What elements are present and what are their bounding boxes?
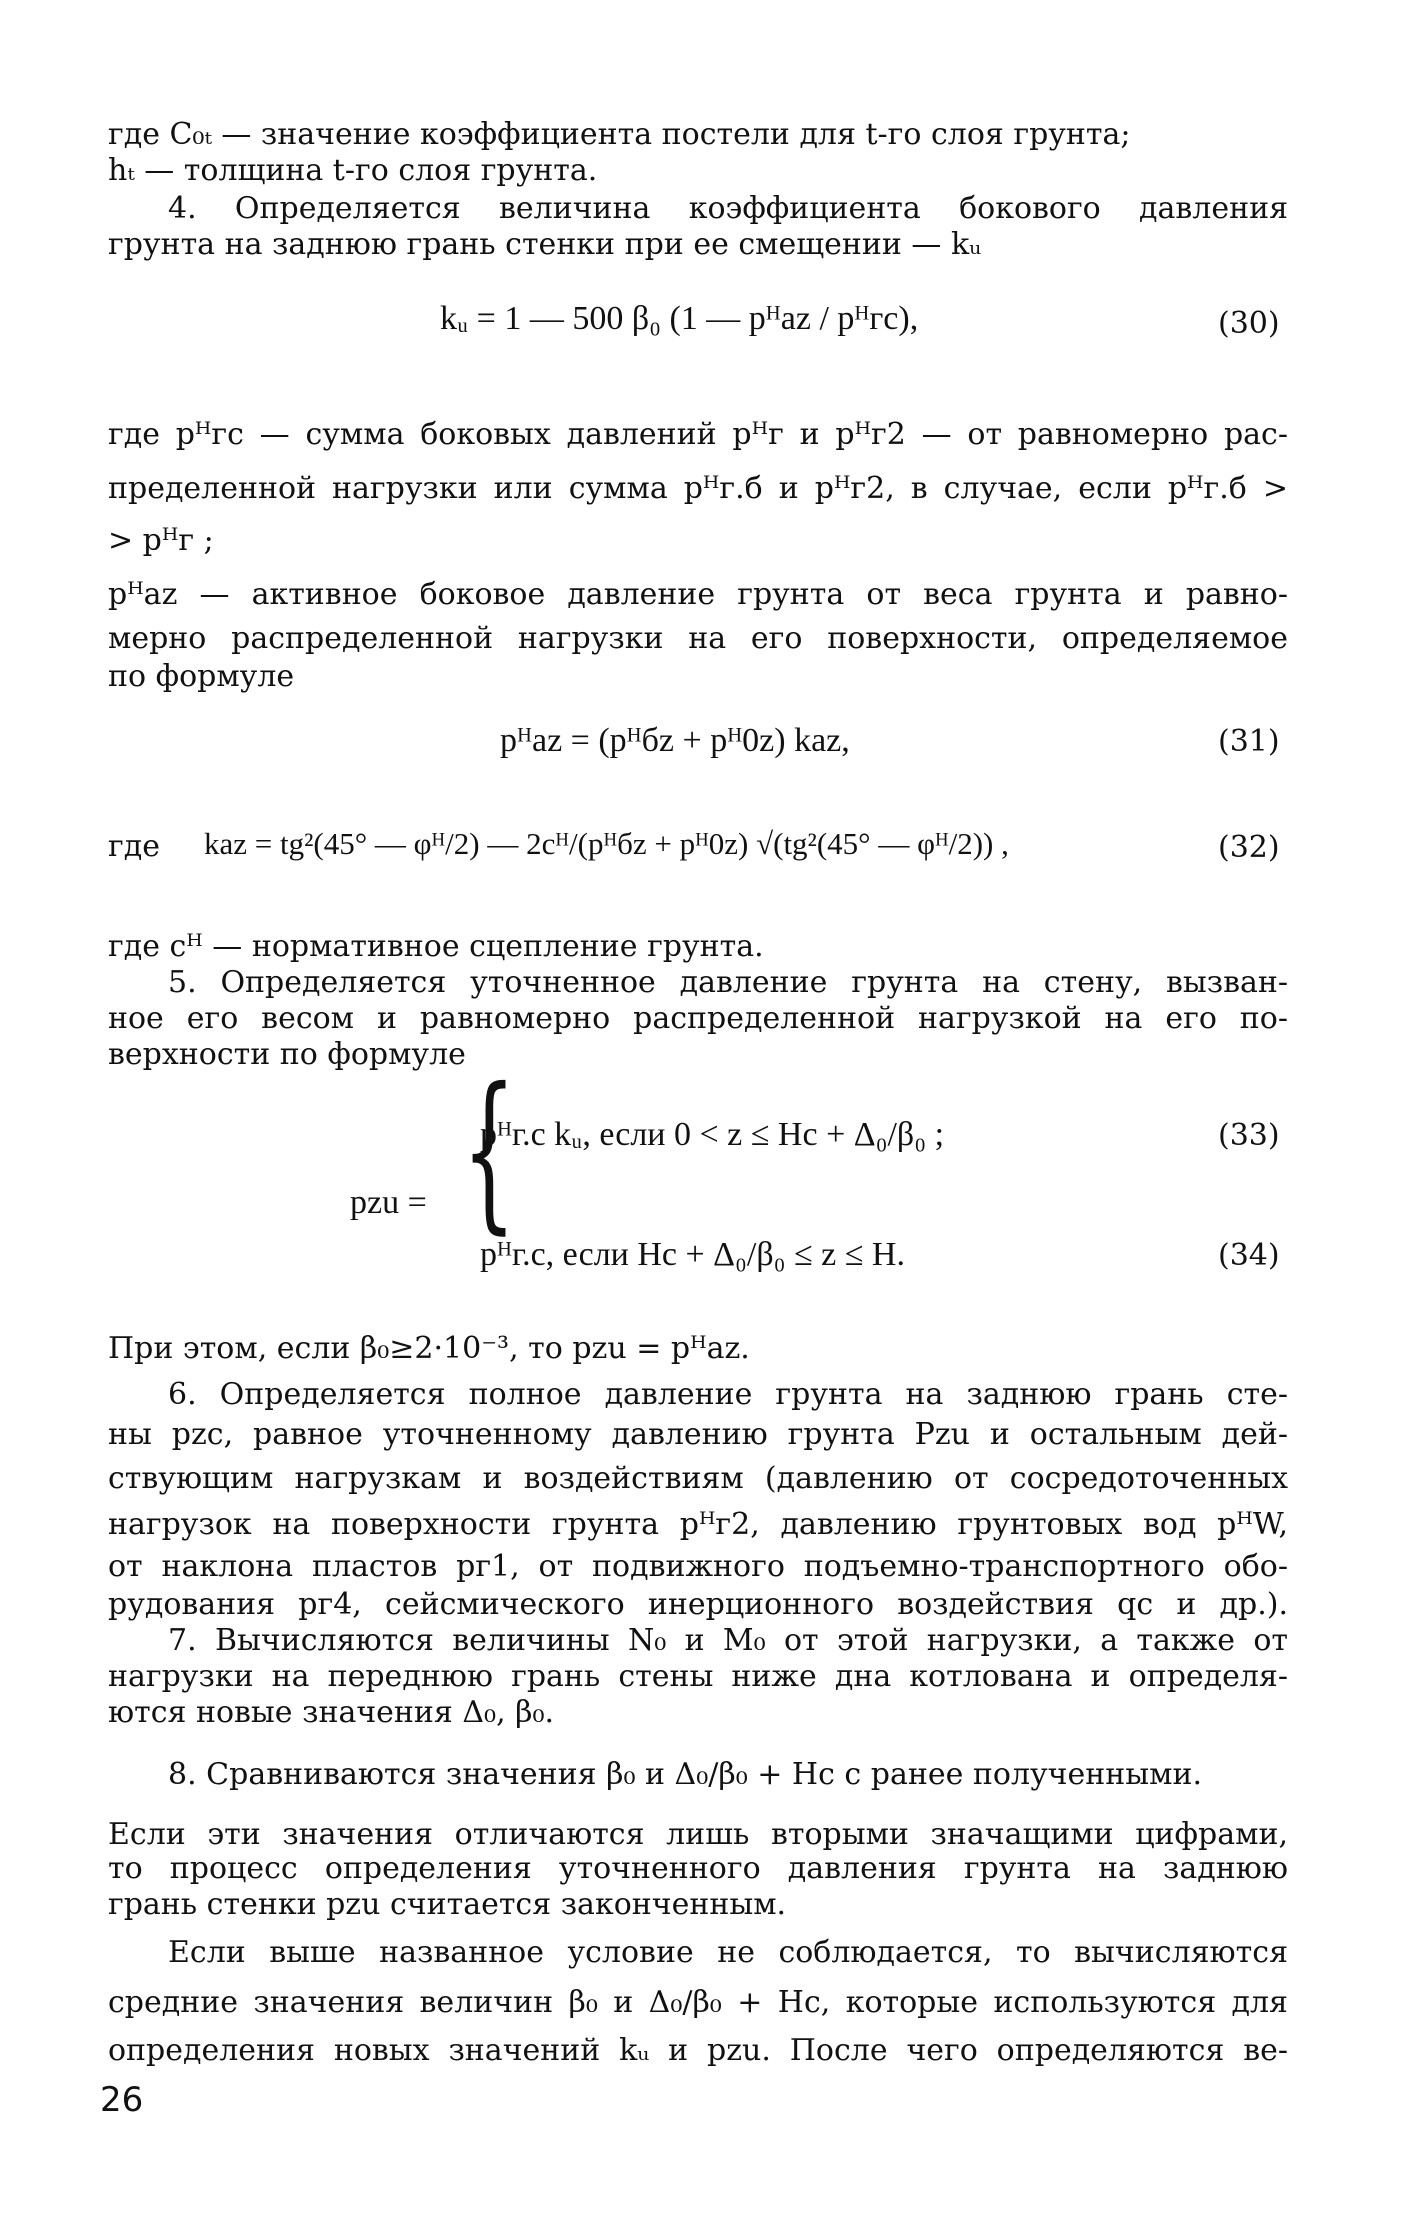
text-line: по формуле <box>108 659 295 694</box>
text-line: 4. Определяется величина коэффициента бокового давления <box>168 191 1288 226</box>
text-line: ны pzc, равное уточненному давлению грунта Pzu и остальным дей- <box>108 1417 1288 1452</box>
text-line: ются новые значения Δ₀, β₀. <box>108 1695 555 1730</box>
text-line: то процесс определения уточненного давления грунта на заднюю <box>108 1851 1288 1886</box>
text-line: ствующим нагрузкам и воздействиям (давлению от сосредоточенных <box>108 1461 1288 1496</box>
text-line: где C₀ₜ — значение коэффициента постели для t-го слоя грунта; <box>108 117 1131 152</box>
text-line: 7. Вычисляются величины N₀ и M₀ от этой нагрузки, а также от <box>168 1623 1288 1658</box>
text-line: от наклона пластов pг1, от подвижного подъемно-транспортного обо- <box>108 1549 1288 1584</box>
equation-lead: где <box>108 829 160 864</box>
equation-number: (32) <box>1218 830 1280 865</box>
text-line: определения новых значений kᵤ и pzu. После чего определяются ве- <box>108 2033 1288 2068</box>
page-number: 26 <box>100 2080 144 2120</box>
text-line: средние значения величин β₀ и Δ₀/β₀ + Hc, которые используются для <box>108 1985 1288 2020</box>
text-line: 5. Определяется уточненное давление грунта на стену, вызван- <box>168 965 1288 1000</box>
equation-number: (33) <box>1218 1118 1280 1153</box>
text-line: пределенной нагрузки или сумма pᴴг.б и pᴴг2, в случае, если pᴴг.б > <box>108 471 1288 506</box>
equation-lhs: pzu = <box>350 1184 427 1221</box>
text-line: грунта на заднюю грань стенки при ее смещении — kᵤ <box>108 227 982 262</box>
text-line: > pᴴг ; <box>108 523 214 558</box>
text-line: ное его весом и равномерно распределенной нагрузкой на его по- <box>108 1001 1288 1036</box>
text-line: При этом, если β₀≥2·10⁻³, то pzu = pᴴaz. <box>108 1331 750 1366</box>
brace-glyph: { <box>462 1052 517 1250</box>
text-line: 8. Сравниваются значения β₀ и Δ₀/β₀ + Hc с ранее полученными. <box>168 1757 1202 1792</box>
equation-number: (34) <box>1218 1238 1280 1273</box>
text-line: 6. Определяется полное давление грунта на заднюю грань сте- <box>168 1377 1288 1412</box>
text-line: pᴴaz — активное боковое давление грунта от веса грунта и равно- <box>108 577 1288 612</box>
equation-32: kaz = tg²(45° — φᴴ/2) — 2cᴴ/(pᴴбz + pᴴ0z) √(tg²(45° — φᴴ/2)) , <box>204 826 1009 861</box>
equation-number: (30) <box>1218 306 1280 341</box>
equation-34: pᴴг.c, если Hc + Δ₀/β₀ ≤ z ≤ H. <box>480 1236 905 1273</box>
text-line: где cᴴ — нормативное сцепление грунта. <box>108 929 764 964</box>
text-line: грань стенки pzu считается законченным. <box>108 1887 787 1922</box>
equation-33: pᴴг.c kᵤ, если 0 < z ≤ Hc + Δ₀/β₀ ; <box>480 1116 945 1153</box>
text-line: мерно распределенной нагрузки на его поверхности, определяемое <box>108 621 1288 656</box>
text-line: нагрузки на переднюю грань стены ниже дна котлована и определя- <box>108 1659 1288 1694</box>
text-line: верхности по формуле <box>108 1037 466 1072</box>
text-line: hₜ — толщина t-го слоя грунта. <box>108 153 598 188</box>
text-line: где pᴴгс — сумма боковых давлений pᴴг и pᴴг2 — от равномерно рас- <box>108 417 1288 452</box>
equation-30: kᵤ = 1 — 500 β₀ (1 — pᴴaz / pᴴгс), <box>440 300 919 337</box>
text-line: нагрузок на поверхности грунта pᴴг2, давлению грунтовых вод pᴴW, <box>108 1507 1288 1542</box>
text-line: Если выше названное условие не соблюдается, то вычисляются <box>168 1935 1288 1970</box>
text-line: Если эти значения отличаются лишь вторыми значащими цифрами, <box>108 1817 1288 1852</box>
equation-31: pᴴaz = (pᴴбz + pᴴ0z) kaz, <box>500 722 850 759</box>
equation-number: (31) <box>1218 724 1280 759</box>
text-line: рудования pг4, сейсмического инерционного воздействия qc и др.). <box>108 1587 1288 1622</box>
